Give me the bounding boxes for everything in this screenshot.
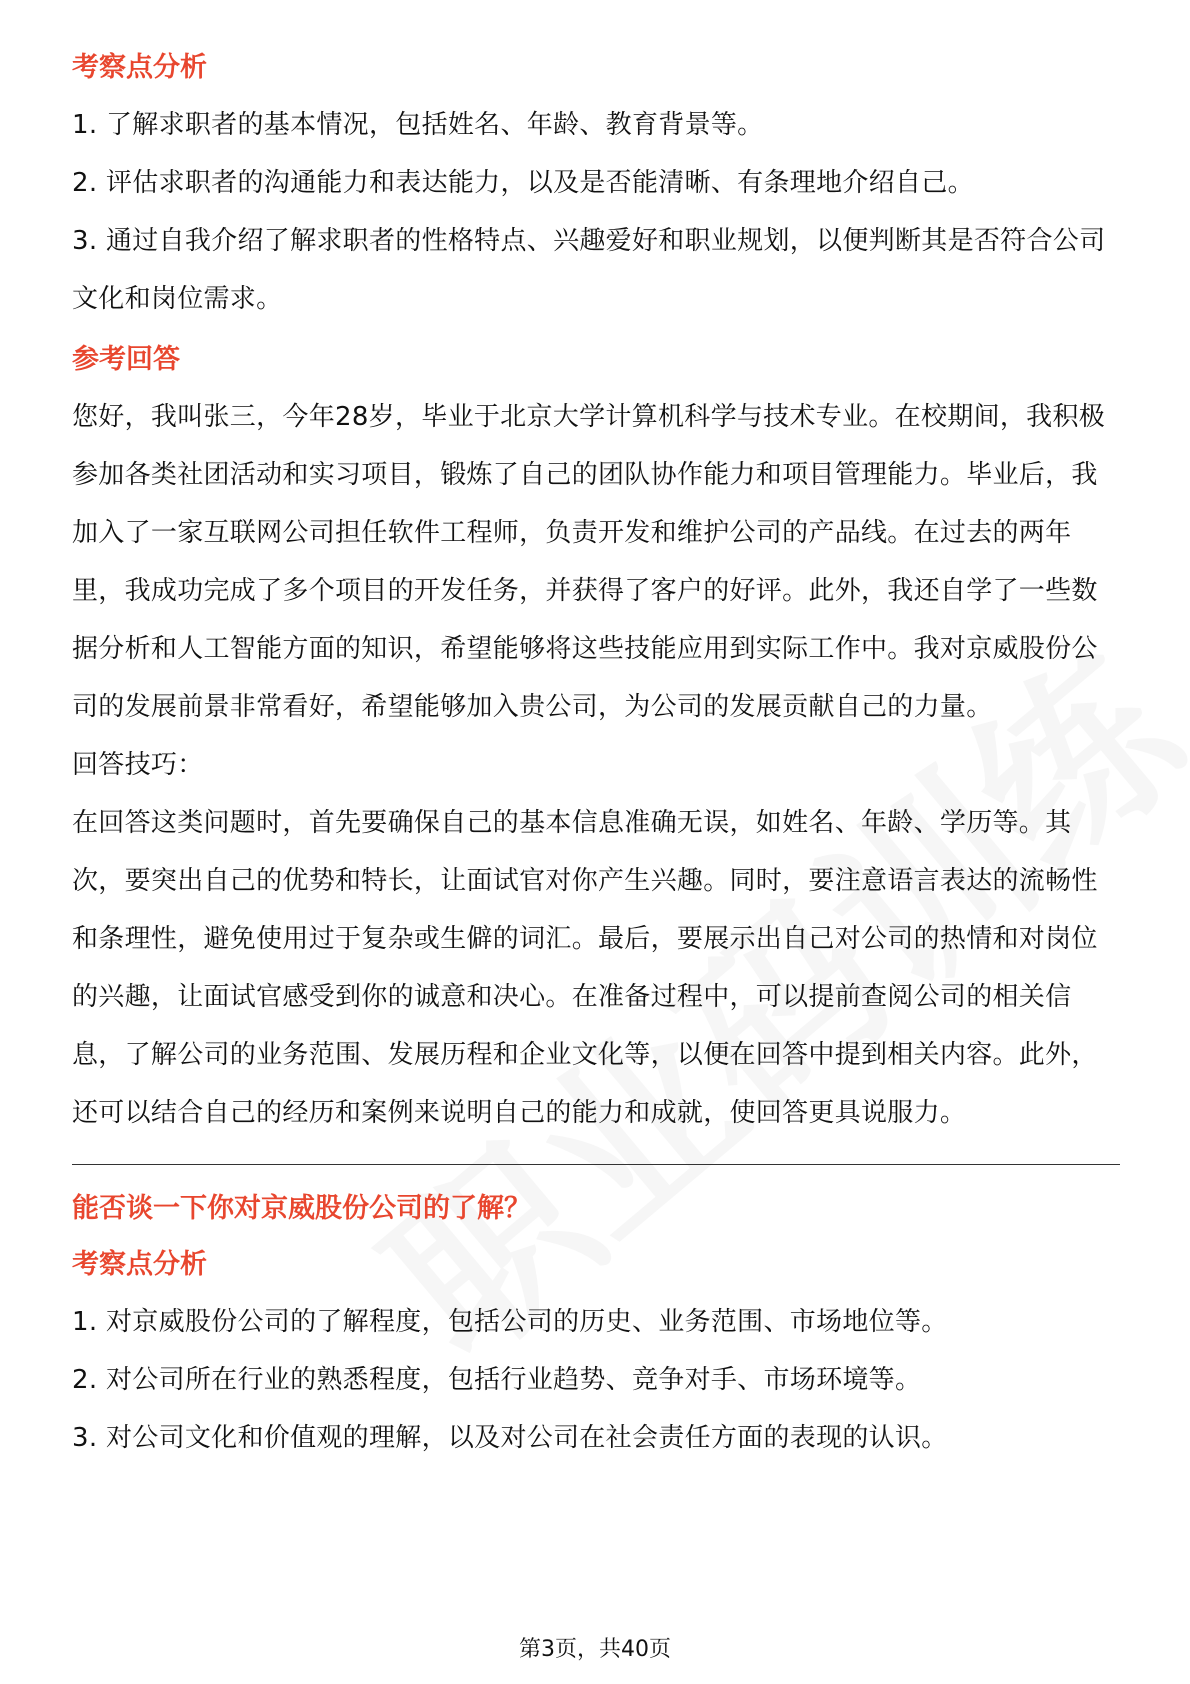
question-title: 能否谈一下你对京威股份公司的了解？ xyxy=(72,1193,531,1224)
analysis-item: 1. 了解求职者的基本情况，包括姓名、年龄、教育背景等。 xyxy=(72,110,764,140)
analysis-heading: 考察点分析 xyxy=(72,52,207,83)
page-content xyxy=(72,48,1120,1467)
analysis-item: 3. 对公司文化和价值观的理解，以及对公司在社会责任方面的表现的认识。 xyxy=(72,1423,948,1453)
section-divider xyxy=(72,1164,1120,1165)
analysis-item: 2. 评估求职者的沟通能力和表达能力，以及是否能清晰、有条理地介绍自己。 xyxy=(72,168,974,198)
analysis-item: 3. 通过自我介绍了解求职者的性格特点、兴趣爱好和职业规划，以便判断其是否符合公司文化和岗位需求。 xyxy=(72,226,1106,314)
analysis-heading: 考察点分析 xyxy=(72,1249,207,1280)
tips-label: 回答技巧： xyxy=(72,750,204,780)
answer-text: 您好，我叫张三，今年28岁，毕业于北京大学计算机科学与技术专业。在校期间，我积极参加各类社团活动和实习项目，锻炼了自己的团队协作能力和项目管理能力。毕业后，我加入了一家互联网公司担任软件工程师，负责开发和维护公司的产品线。在过去的两年里，我成功完成了多个项目的开发任务，并获得了客户的好评。此外，我还自学了一些数据分析和人工智能方面的知识，希望能够将这些技能应用到实际工作中。我对京威股份公司的发展前景非常看好，希望能够加入贵公司，为公司的发展贡献自己的力量。 xyxy=(72,402,1106,722)
analysis-item: 2. 对公司所在行业的熟悉程度，包括行业趋势、竞争对手、市场环境等。 xyxy=(72,1365,922,1395)
answer-heading: 参考回答 xyxy=(72,344,180,375)
page-number: 第3页，共40页 xyxy=(519,1637,671,1662)
tips-text: 在回答这类问题时，首先要确保自己的基本信息准确无误，如姓名、年龄、学历等。其次，要突出自己的优势和特长，让面试官对你产生兴趣。同时，要注意语言表达的流畅性和条理性，避免使用过于复杂或生僻的词汇。最后，要展示出自己对公司的热情和对岗位的兴趣，让面试官感受到你的诚意和决心。在准备过程中，可以提前查阅公司的相关信息，了解公司的业务范围、发展历程和企业文化等，以便在回答中提到相关内容。此外，还可以结合自己的经历和案例来说明自己的能力和成就，使回答更具说服力。 xyxy=(72,808,1098,1128)
analysis-item: 1. 对京威股份公司的了解程度，包括公司的历史、业务范围、市场地位等。 xyxy=(72,1307,948,1337)
